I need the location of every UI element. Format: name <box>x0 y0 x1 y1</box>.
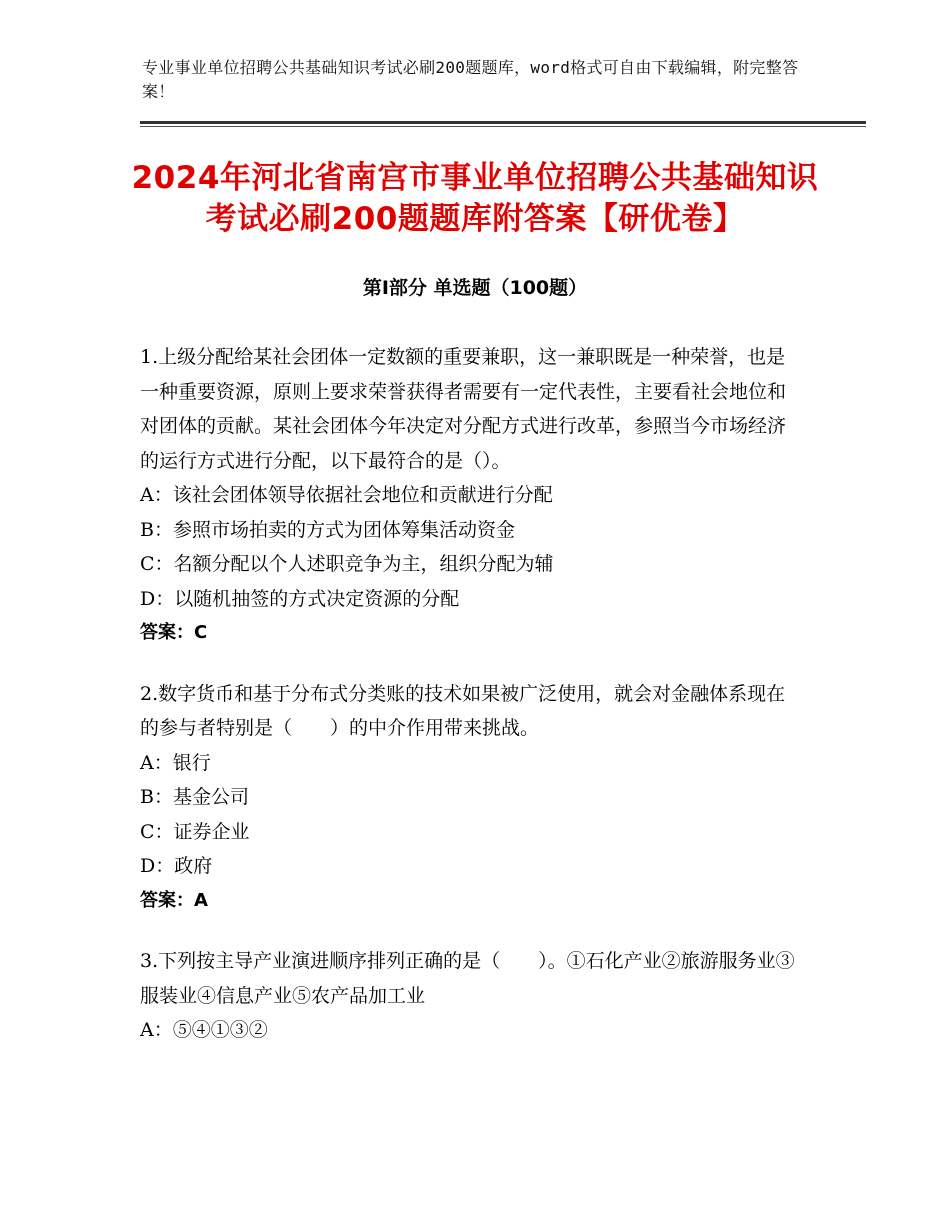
option-b: B：参照市场拍卖的方式为团体筹集活动资金 <box>140 518 515 541</box>
question-text: 3.下列按主导产业演进顺序排列正确的是（ ）。①石化产业②旅游服务业③服装业④信息产业⑤农产品加工业 <box>140 950 795 1007</box>
option-a: A：⑤④①③② <box>140 1019 268 1041</box>
option-c: C：证券企业 <box>140 820 250 843</box>
option-a: A：银行 <box>140 751 211 774</box>
option-b: B：基金公司 <box>140 786 249 808</box>
header-divider <box>140 121 866 124</box>
question-text: 1.上级分配给某社会团体一定数额的重要兼职，这一兼职既是一种荣誉，也是一种重要资源，原则上要求荣誉获得者需要有一定代表性，主要看社会地位和对团体的贡献。某社会团体今年决定对分配方式进行改革，参照当今市场经济的运行方式进行分配，以下最符合的是（）。 <box>140 346 787 472</box>
section-heading: 第I部分 单选题（100题） <box>362 277 588 299</box>
document-title: 2024年河北省南宫市事业单位招聘公共基础知识考试必刷200题题库附答案【研优卷】 <box>131 160 819 237</box>
question-list <box>140 340 800 1074</box>
option-d: D：以随机抽签的方式决定资源的分配 <box>140 587 460 610</box>
option-d: D：政府 <box>140 855 213 877</box>
question-text: 2.数字货币和基于分布式分类账的技术如果被广泛使用，就会对金融体系现在的参与者特别是（ ）的中介作用带来挑战。 <box>140 682 786 739</box>
question-2 <box>140 677 800 919</box>
header-note: 专业事业单位招聘公共基础知识考试必刷200题题库，word格式可自由下载编辑，附完整答案！ <box>142 58 799 101</box>
answer: 答案：C <box>140 622 208 643</box>
option-c: C：名额分配以个人述职竞争为主，组织分配为辅 <box>140 553 554 575</box>
header-divider-thin <box>140 126 866 127</box>
answer: 答案：A <box>140 889 208 911</box>
question-1 <box>140 340 800 651</box>
question-3 <box>140 944 800 1048</box>
option-a: A：该社会团体领导依据社会地位和贡献进行分配 <box>140 484 553 506</box>
